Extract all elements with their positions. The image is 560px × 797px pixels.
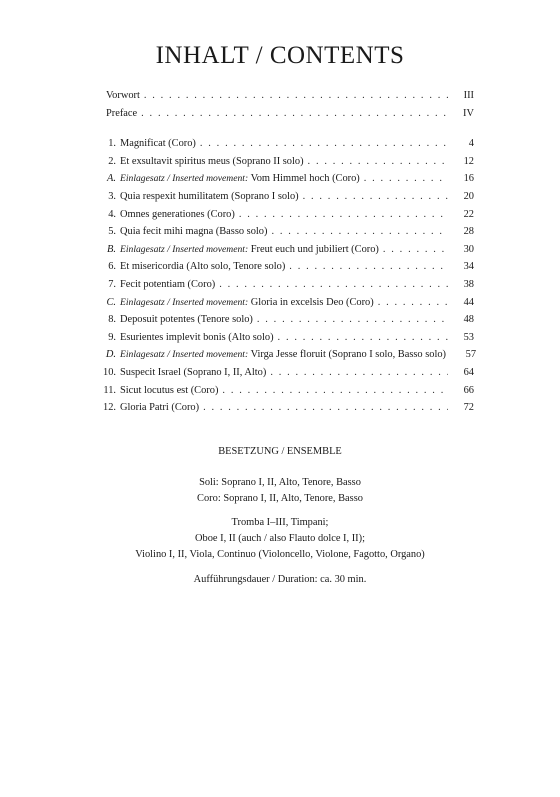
page-title: INHALT / CONTENTS (155, 42, 405, 69)
leader-dots (203, 399, 448, 417)
toc-entry[interactable] (96, 135, 474, 153)
leader-dots (257, 311, 448, 329)
leader-dots (378, 294, 448, 312)
toc-entry[interactable] (96, 241, 474, 259)
leader-dots (303, 188, 448, 206)
toc-entry-title (120, 241, 379, 259)
toc-entry-number: C. (106, 296, 116, 308)
toc-page-number: 16 (463, 173, 474, 185)
toc-entry-label: Fecit potentiam (Coro) (120, 278, 216, 290)
toc-entry-label: Esurientes implevit bonis (Alto solo) (120, 331, 274, 343)
toc-page-number: III (463, 90, 474, 101)
toc-entry-title (120, 399, 199, 417)
toc-page-number: 4 (468, 138, 474, 150)
toc-page-number: 53 (463, 331, 474, 343)
toc-entry-label: Gloria Patri (Coro) (120, 402, 200, 414)
ensemble-section (0, 445, 560, 563)
toc-entry[interactable] (96, 399, 474, 417)
toc-entry[interactable] (96, 329, 474, 347)
toc-page-number: 48 (463, 314, 474, 326)
toc-entry[interactable] (96, 153, 474, 171)
toc-entry-number: 9. (108, 331, 116, 343)
toc-entry-title (120, 206, 235, 224)
toc-entry-number: B. (107, 243, 116, 255)
toc-entry-label: Et exsultavit spiritus meus (Soprano II solo) (120, 155, 304, 167)
ensemble-instruments: Violino I, II, Viola, Continuo (Violoncello, Violone, Fagotto, Organo) (135, 549, 425, 560)
toc-entry-title (120, 153, 304, 171)
toc-page-number: 30 (463, 243, 474, 255)
ensemble-coro: Coro: Soprano I, II, Alto, Tenore, Basso (197, 493, 363, 504)
toc-entry-label: Et misericordia (Alto solo, Tenore solo) (120, 261, 286, 273)
toc-entry-number: 10. (103, 366, 116, 378)
toc-page-number: 44 (463, 296, 474, 308)
leader-dots (200, 135, 448, 153)
leader-dots (289, 258, 448, 276)
toc-entry-title (120, 329, 274, 347)
toc-entry-title (120, 276, 215, 294)
toc-front-row[interactable] (96, 105, 474, 123)
toc-entry-title (120, 170, 360, 188)
toc-front-row[interactable] (96, 87, 474, 105)
toc-label: Preface (106, 107, 138, 119)
toc-entry[interactable] (96, 276, 474, 294)
leader-dots (144, 87, 448, 105)
toc-entry-title (120, 294, 374, 312)
toc-entry-number: A. (107, 173, 116, 185)
toc-page-number: 57 (465, 349, 477, 361)
leader-dots (364, 170, 448, 188)
toc-entry-number: 8. (108, 314, 116, 326)
toc-entry[interactable] (96, 170, 474, 188)
toc-page-number: 20 (463, 190, 474, 202)
leader-dots (239, 206, 448, 224)
toc-page-number: 64 (463, 366, 474, 378)
toc-entry-number: 6. (108, 261, 116, 273)
toc-page-number: 66 (463, 384, 474, 396)
toc-page-number: 12 (463, 155, 474, 167)
toc-entry-title (120, 135, 196, 153)
toc-entry-label: Virga Jesse floruit (Soprano I solo, Basso solo) (250, 349, 447, 361)
toc-entry[interactable] (96, 364, 474, 382)
toc-entry-title (120, 364, 266, 382)
leader-dots (222, 382, 448, 400)
toc-entry-title (120, 188, 299, 206)
toc-entry-label: Quia respexit humilitatem (Soprano I solo) (120, 190, 299, 202)
toc-entry-label: Sicut locutus est (Coro) (120, 384, 219, 396)
ensemble-heading: BESETZUNG / ENSEMBLE (218, 446, 342, 457)
toc-entry[interactable] (96, 311, 474, 329)
table-of-contents (96, 87, 477, 417)
toc-entry-number: 1. (108, 138, 116, 150)
toc-entry[interactable] (96, 206, 474, 224)
inserted-movement-label: Einlagesatz / Inserted movement: (120, 349, 249, 361)
toc-entry-title (120, 346, 446, 364)
inserted-movement-label: Einlagesatz / Inserted movement: (120, 296, 249, 308)
toc-entry[interactable] (96, 223, 474, 241)
toc-entry-title (120, 382, 218, 400)
toc-entry-number: 5. (108, 226, 116, 238)
toc-entry-label: Suspecit Israel (Soprano I, II, Alto) (120, 366, 267, 378)
leader-dots (278, 329, 448, 347)
toc-entry-label: Gloria in excelsis Deo (Coro) (250, 296, 374, 308)
toc-page-number: 28 (463, 226, 474, 238)
toc-page-number: 38 (463, 278, 474, 290)
toc-page-number: 34 (463, 261, 474, 273)
toc-entry[interactable] (96, 188, 474, 206)
toc-entry-title (120, 311, 253, 329)
ensemble-instruments: Tromba I–III, Timpani; (231, 517, 329, 528)
ensemble-instruments: Oboe I, II (auch / also Flauto dolce I, II); (195, 533, 365, 544)
toc-entry-number: 3. (108, 190, 116, 202)
toc-entry-number: 11. (103, 384, 116, 396)
toc-entry-number: 4. (108, 208, 116, 220)
inserted-movement-label: Einlagesatz / Inserted movement: (120, 173, 249, 185)
toc-entry-label: Deposuit potentes (Tenore solo) (120, 314, 253, 326)
toc-entry-number: 2. (108, 155, 116, 167)
toc-entry[interactable] (96, 382, 474, 400)
toc-entry[interactable] (96, 346, 477, 364)
toc-entry-title (120, 258, 285, 276)
toc-entry-number: 12. (103, 402, 116, 414)
leader-dots (308, 153, 448, 171)
performance-duration: Aufführungsdauer / Duration: ca. 30 min. (193, 574, 367, 585)
toc-entry-label: Quia fecit mihi magna (Basso solo) (120, 226, 268, 238)
toc-entry[interactable] (96, 258, 474, 276)
leader-dots (270, 364, 448, 382)
toc-entry-label: Magnificat (Coro) (120, 138, 196, 150)
leader-dots (383, 241, 448, 259)
toc-entry-label: Freut euch und jubiliert (Coro) (250, 243, 379, 255)
inserted-movement-label: Einlagesatz / Inserted movement: (120, 243, 249, 255)
toc-entry-title (120, 223, 267, 241)
toc-page-number: 22 (463, 208, 474, 220)
ensemble-soli: Soli: Soprano I, II, Alto, Tenore, Basso (199, 477, 361, 488)
toc-entry[interactable] (96, 294, 474, 312)
leader-dots (271, 223, 448, 241)
leader-dots (219, 276, 448, 294)
toc-entry-label: Vom Himmel hoch (Coro) (250, 173, 360, 185)
toc-page-number: 72 (463, 402, 474, 414)
toc-entry-number: D. (105, 349, 116, 361)
toc-entry-label: Omnes generationes (Coro) (120, 208, 235, 220)
toc-entry-number: 7. (108, 278, 116, 290)
leader-dots (141, 105, 448, 123)
toc-page-number: IV (463, 107, 474, 119)
toc-label: Vorwort (106, 90, 140, 101)
